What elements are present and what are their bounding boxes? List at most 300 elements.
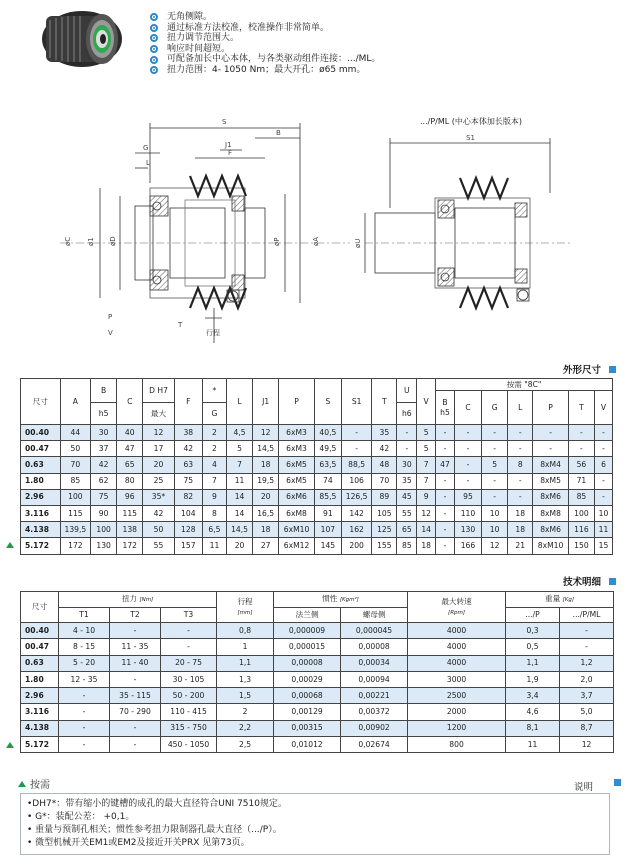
table-cell: 7 bbox=[226, 457, 252, 473]
table-cell: - bbox=[341, 441, 371, 457]
table-cell: - bbox=[482, 473, 508, 489]
table-cell: 0,8 bbox=[217, 623, 274, 639]
table-cell: 20 bbox=[253, 489, 279, 505]
on-request-legend bbox=[18, 776, 50, 791]
table-cell: - bbox=[482, 489, 508, 505]
svg-text:L: L bbox=[146, 159, 150, 167]
table-cell: 5 - 20 bbox=[59, 655, 110, 671]
col-nut: 螺母侧 bbox=[341, 608, 408, 623]
feature-item: 扭力调节范围大。 bbox=[150, 33, 620, 44]
svg-text:行程: 行程 bbox=[206, 329, 220, 337]
table-cell: 0,00094 bbox=[341, 671, 408, 687]
table-cell: 14 bbox=[417, 522, 436, 538]
table-cell: 6xM3 bbox=[279, 441, 315, 457]
col-c: C bbox=[117, 379, 143, 425]
table-cell: 2 bbox=[202, 425, 226, 441]
table-cell: 0,02674 bbox=[341, 737, 408, 753]
table-cell: 50 bbox=[60, 441, 90, 457]
table-cell: 47 bbox=[436, 457, 455, 473]
table-row bbox=[21, 639, 614, 655]
dimensions-title: 外形尺寸 bbox=[562, 365, 601, 376]
size-cell: 3.116 bbox=[21, 505, 61, 521]
table-cell: - bbox=[397, 441, 417, 457]
table-cell: 8,7 bbox=[560, 720, 614, 736]
col-weight-p: .../P bbox=[506, 608, 560, 623]
table-cell: - bbox=[436, 473, 455, 489]
table-cell: 130 bbox=[454, 522, 481, 538]
feature-item: 可配备加长中心本体，与各类驱动组件连接：.../ML。 bbox=[150, 54, 620, 65]
size-cell: 00.47 bbox=[21, 639, 59, 655]
svg-text:øU: øU bbox=[354, 238, 362, 248]
table-cell: 115 bbox=[117, 505, 143, 521]
square-marker-icon bbox=[609, 578, 616, 585]
table-cell: 116 bbox=[568, 522, 594, 538]
table-cell: 0,00129 bbox=[274, 704, 341, 720]
table-cell: 19,5 bbox=[253, 473, 279, 489]
table-cell: 85 bbox=[60, 473, 90, 489]
table-cell: 50 - 200 bbox=[161, 688, 217, 704]
table-cell: 18 bbox=[253, 457, 279, 473]
table-cell: 30 bbox=[397, 457, 417, 473]
table-cell: 16,5 bbox=[253, 505, 279, 521]
table-cell: 17 bbox=[143, 441, 174, 457]
table-cell: 2,0 bbox=[560, 671, 614, 687]
table-cell: 11 bbox=[506, 737, 560, 753]
table-cell: 65 bbox=[117, 457, 143, 473]
col-g-star: * bbox=[202, 379, 226, 403]
table-cell: 42 bbox=[372, 441, 397, 457]
table-cell: - bbox=[161, 623, 217, 639]
notes-box bbox=[20, 793, 610, 855]
on-request-label: 按需 bbox=[30, 780, 50, 791]
square-marker-icon bbox=[614, 779, 621, 786]
table-row bbox=[21, 655, 614, 671]
table-cell: - bbox=[436, 489, 455, 505]
table-cell: 12 bbox=[482, 538, 508, 554]
table-cell: 126,5 bbox=[341, 489, 371, 505]
product-photo bbox=[38, 6, 130, 72]
table-cell: 8xM6 bbox=[533, 522, 569, 538]
table-cell: 1200 bbox=[408, 720, 506, 736]
table-cell: 20 - 75 bbox=[161, 655, 217, 671]
table-cell: 5 bbox=[226, 441, 252, 457]
technical-table bbox=[20, 591, 614, 753]
col-opt-b: B h5 bbox=[436, 391, 455, 425]
table-cell: 70 bbox=[372, 473, 397, 489]
table-cell: 8xM10 bbox=[533, 538, 569, 554]
col-s: S bbox=[314, 379, 341, 425]
table-cell: 75 bbox=[174, 473, 202, 489]
table-cell: 88,5 bbox=[341, 457, 371, 473]
note-item: • G*：装配公差： +0,1。 bbox=[27, 812, 135, 822]
table-cell: 4,5 bbox=[226, 425, 252, 441]
table-cell: 0,00068 bbox=[274, 688, 341, 704]
col-a: A bbox=[60, 379, 90, 425]
col-size: 尺寸 bbox=[21, 592, 59, 623]
table-cell: 55 bbox=[143, 538, 174, 554]
col-size: 尺寸 bbox=[21, 379, 61, 425]
table-cell: 172 bbox=[60, 538, 90, 554]
table-cell: 138 bbox=[117, 522, 143, 538]
table-cell: 200 bbox=[341, 538, 371, 554]
size-cell: 2.96 bbox=[21, 688, 59, 704]
table-cell: 150 bbox=[568, 538, 594, 554]
col-b-tol: h5 bbox=[91, 403, 117, 425]
drawing-variant-label: .../P/ML (中心本体加长版本) bbox=[420, 117, 522, 126]
table-cell: 2500 bbox=[408, 688, 506, 704]
table-cell: 6xM3 bbox=[279, 425, 315, 441]
table-cell: 8xM8 bbox=[533, 505, 569, 521]
col-j1: J1 bbox=[253, 379, 279, 425]
table-cell: 0,00221 bbox=[341, 688, 408, 704]
size-cell: 5.172 bbox=[21, 737, 59, 753]
table-cell: 8xM5 bbox=[533, 473, 569, 489]
table-row bbox=[21, 671, 614, 687]
svg-text:S: S bbox=[222, 118, 227, 126]
table-cell: 0,00902 bbox=[341, 720, 408, 736]
table-cell: 35* bbox=[143, 489, 174, 505]
table-cell: 5 bbox=[482, 457, 508, 473]
table-cell: 145 bbox=[314, 538, 341, 554]
table-cell: 100 bbox=[568, 505, 594, 521]
table-cell: 11 bbox=[202, 538, 226, 554]
technical-title: 技术明细 bbox=[562, 577, 601, 588]
table-cell: 8 bbox=[202, 505, 226, 521]
table-cell: 8,1 bbox=[506, 720, 560, 736]
table-cell: 139,5 bbox=[60, 522, 90, 538]
table-cell: 89 bbox=[372, 489, 397, 505]
col-stroke: 行程 [mm] bbox=[217, 592, 274, 623]
table-cell: 14 bbox=[226, 505, 252, 521]
table-row bbox=[21, 720, 614, 736]
table-cell: 142 bbox=[341, 505, 371, 521]
table-cell: 0,000045 bbox=[341, 623, 408, 639]
table-cell: 125 bbox=[372, 522, 397, 538]
size-cell: 3.116 bbox=[21, 704, 59, 720]
table-cell: 104 bbox=[174, 505, 202, 521]
table-cell: 5 bbox=[417, 441, 436, 457]
table-cell: 8xM6 bbox=[533, 489, 569, 505]
table-cell: - bbox=[59, 688, 110, 704]
col-g: G bbox=[202, 403, 226, 425]
table-cell: 42 bbox=[174, 441, 202, 457]
svg-text:V: V bbox=[108, 329, 113, 337]
table-cell: 115 bbox=[60, 505, 90, 521]
table-cell: 18 bbox=[417, 538, 436, 554]
table-cell: 4000 bbox=[408, 639, 506, 655]
table-cell: 4 bbox=[202, 457, 226, 473]
size-cell: 5.172 bbox=[21, 538, 61, 554]
svg-text:øC: øC bbox=[64, 236, 72, 246]
table-cell: 48 bbox=[372, 457, 397, 473]
table-cell: 1,2 bbox=[560, 655, 614, 671]
table-cell: - bbox=[161, 639, 217, 655]
technical-table-body bbox=[21, 623, 614, 753]
table-cell: 45 bbox=[397, 489, 417, 505]
table-row bbox=[21, 473, 613, 489]
table-row bbox=[21, 623, 614, 639]
table-cell: 35 bbox=[397, 473, 417, 489]
technical-section-header bbox=[563, 574, 616, 588]
table-cell: 42 bbox=[143, 505, 174, 521]
table-cell: 11 bbox=[594, 522, 612, 538]
table-cell: - bbox=[508, 473, 533, 489]
table-cell: 2 bbox=[202, 441, 226, 457]
table-cell: 96 bbox=[117, 489, 143, 505]
table-cell: 70 - 290 bbox=[110, 704, 161, 720]
feature-item: 无角侧隙。 bbox=[150, 12, 620, 23]
table-cell: 5 bbox=[417, 425, 436, 441]
table-cell: 40,5 bbox=[314, 425, 341, 441]
table-cell: 12 bbox=[560, 737, 614, 753]
bullet-icon bbox=[150, 66, 158, 74]
table-cell: 4 - 10 bbox=[59, 623, 110, 639]
col-flange: 法兰侧 bbox=[274, 608, 341, 623]
col-opt-c: C bbox=[454, 391, 481, 425]
bullet-icon bbox=[150, 24, 158, 32]
table-cell: 1,5 bbox=[217, 688, 274, 704]
table-cell: - bbox=[110, 737, 161, 753]
table-row bbox=[21, 538, 613, 554]
table-cell: - bbox=[533, 441, 569, 457]
table-cell: 42 bbox=[91, 457, 117, 473]
table-cell: 0,01012 bbox=[274, 737, 341, 753]
table-cell: 0,000009 bbox=[274, 623, 341, 639]
feature-item: 响应时间超短。 bbox=[150, 44, 620, 55]
col-t1: T1 bbox=[59, 608, 110, 623]
table-cell: 100 bbox=[91, 522, 117, 538]
svg-text:T: T bbox=[178, 321, 183, 329]
table-cell: - bbox=[482, 441, 508, 457]
size-cell: 00.40 bbox=[21, 623, 59, 639]
table-cell: - bbox=[110, 623, 161, 639]
bullet-icon bbox=[150, 45, 158, 53]
table-cell: - bbox=[436, 538, 455, 554]
table-cell: 62 bbox=[91, 473, 117, 489]
col-d: D H7 bbox=[143, 379, 174, 403]
square-marker-icon bbox=[609, 366, 616, 373]
table-cell: 30 bbox=[91, 425, 117, 441]
table-cell: 11 - 35 bbox=[110, 639, 161, 655]
table-cell: 0,00029 bbox=[274, 671, 341, 687]
table-cell: - bbox=[594, 489, 612, 505]
col-opt-v: V bbox=[594, 391, 612, 425]
table-cell: 0,00372 bbox=[341, 704, 408, 720]
table-cell: - bbox=[454, 425, 481, 441]
table-cell: 14,5 bbox=[253, 441, 279, 457]
on-request-marker-icon bbox=[6, 742, 14, 748]
table-cell: 10 bbox=[482, 522, 508, 538]
col-opt-p: P bbox=[533, 391, 569, 425]
col-u-tol: h6 bbox=[397, 403, 417, 425]
table-cell: 85 bbox=[568, 489, 594, 505]
table-cell: 6xM6 bbox=[279, 489, 315, 505]
col-s1: S1 bbox=[341, 379, 371, 425]
table-cell: 12 bbox=[253, 425, 279, 441]
svg-text:B: B bbox=[276, 129, 281, 137]
svg-text:ø1: ø1 bbox=[87, 237, 95, 246]
table-cell: 155 bbox=[372, 538, 397, 554]
table-cell: 63 bbox=[174, 457, 202, 473]
table-cell: 6xM8 bbox=[279, 505, 315, 521]
dimensions-table bbox=[20, 378, 613, 555]
table-cell: 12 bbox=[417, 505, 436, 521]
table-cell: 4,6 bbox=[506, 704, 560, 720]
table-cell: 80 bbox=[117, 473, 143, 489]
col-weight: 重量 [Kg] bbox=[506, 592, 614, 608]
table-cell: 9 bbox=[417, 489, 436, 505]
on-request-marker-icon bbox=[18, 781, 26, 787]
table-cell: 450 - 1050 bbox=[161, 737, 217, 753]
feature-item: 扭力范围：4- 1050 Nm；最大开孔：ø65 mm。 bbox=[150, 65, 620, 76]
table-cell: - bbox=[482, 425, 508, 441]
table-cell: 18 bbox=[253, 522, 279, 538]
table-cell: 162 bbox=[341, 522, 371, 538]
col-b: B bbox=[91, 379, 117, 403]
table-cell: 15 bbox=[594, 538, 612, 554]
table-cell: 30 - 105 bbox=[161, 671, 217, 687]
table-cell: 172 bbox=[117, 538, 143, 554]
table-row bbox=[21, 704, 614, 720]
table-cell: 18 bbox=[508, 505, 533, 521]
table-cell: 2,5 bbox=[217, 737, 274, 753]
table-cell: 11 bbox=[226, 473, 252, 489]
col-l: L bbox=[226, 379, 252, 425]
svg-text:P: P bbox=[108, 313, 113, 321]
table-cell: 8 bbox=[508, 457, 533, 473]
dimensions-section-header bbox=[563, 362, 616, 376]
table-cell: 27 bbox=[253, 538, 279, 554]
on-request-marker-icon bbox=[6, 542, 14, 548]
size-cell: 4.138 bbox=[21, 522, 61, 538]
col-opt-g: G bbox=[482, 391, 508, 425]
table-cell: 4000 bbox=[408, 623, 506, 639]
table-row bbox=[21, 425, 613, 441]
table-cell: 20 bbox=[143, 457, 174, 473]
table-cell: 56 bbox=[568, 457, 594, 473]
table-cell: 7 bbox=[417, 457, 436, 473]
size-cell: 1.80 bbox=[21, 473, 61, 489]
table-cell: 6xM12 bbox=[279, 538, 315, 554]
table-cell: 65 bbox=[397, 522, 417, 538]
table-cell: 4000 bbox=[408, 655, 506, 671]
col-speed: 最大转速 [Rpm] bbox=[408, 592, 506, 623]
col-opt-l: L bbox=[508, 391, 533, 425]
table-cell: 14 bbox=[226, 489, 252, 505]
table-cell: 35 - 115 bbox=[110, 688, 161, 704]
table-row bbox=[21, 688, 614, 704]
table-cell: 0,00034 bbox=[341, 655, 408, 671]
table-cell: - bbox=[110, 720, 161, 736]
table-cell: 85,5 bbox=[314, 489, 341, 505]
table-cell: 71 bbox=[568, 473, 594, 489]
table-cell: 157 bbox=[174, 538, 202, 554]
table-cell: 106 bbox=[341, 473, 371, 489]
table-cell: 21 bbox=[508, 538, 533, 554]
table-cell: 1,3 bbox=[217, 671, 274, 687]
table-cell: - bbox=[533, 425, 569, 441]
size-cell: 0.63 bbox=[21, 457, 61, 473]
table-cell: 1 bbox=[217, 639, 274, 655]
table-cell: 6xM5 bbox=[279, 457, 315, 473]
table-cell: 12 bbox=[143, 425, 174, 441]
svg-text:J1: J1 bbox=[225, 141, 232, 149]
table-row bbox=[21, 522, 613, 538]
table-cell: 20 bbox=[226, 538, 252, 554]
col-t: T bbox=[372, 379, 397, 425]
table-cell: 74 bbox=[314, 473, 341, 489]
table-cell: 9 bbox=[202, 489, 226, 505]
table-cell: 315 - 750 bbox=[161, 720, 217, 736]
table-cell: - bbox=[560, 623, 614, 639]
svg-text:G: G bbox=[143, 144, 149, 152]
table-cell: 0,000015 bbox=[274, 639, 341, 655]
table-cell: 1,1 bbox=[506, 655, 560, 671]
table-cell: 50 bbox=[143, 522, 174, 538]
table-cell: 75 bbox=[91, 489, 117, 505]
svg-text:øA: øA bbox=[312, 236, 320, 246]
table-cell: 44 bbox=[60, 425, 90, 441]
table-cell: - bbox=[397, 425, 417, 441]
table-cell: 85 bbox=[397, 538, 417, 554]
table-cell: 800 bbox=[408, 737, 506, 753]
table-cell: 128 bbox=[174, 522, 202, 538]
table-cell: - bbox=[436, 522, 455, 538]
table-cell: 0,00008 bbox=[274, 655, 341, 671]
table-cell: - bbox=[436, 425, 455, 441]
table-cell: 6,5 bbox=[202, 522, 226, 538]
table-row bbox=[21, 489, 613, 505]
feature-item: 通过标准方法校准，校准操作非常简单。 bbox=[150, 23, 620, 34]
table-cell: - bbox=[436, 505, 455, 521]
table-cell: 8 - 15 bbox=[59, 639, 110, 655]
table-cell: 130 bbox=[91, 538, 117, 554]
table-cell: 7 bbox=[417, 473, 436, 489]
table-cell: - bbox=[568, 425, 594, 441]
table-cell: 18 bbox=[508, 522, 533, 538]
table-cell: - bbox=[508, 489, 533, 505]
table-cell: 38 bbox=[174, 425, 202, 441]
table-cell: 3000 bbox=[408, 671, 506, 687]
size-cell: 4.138 bbox=[21, 720, 59, 736]
table-cell: - bbox=[594, 441, 612, 457]
table-cell: - bbox=[110, 671, 161, 687]
table-cell: 5,0 bbox=[560, 704, 614, 720]
table-cell: 6xM10 bbox=[279, 522, 315, 538]
table-cell: - bbox=[59, 704, 110, 720]
table-cell: 82 bbox=[174, 489, 202, 505]
table-cell: - bbox=[508, 441, 533, 457]
table-cell: 110 - 415 bbox=[161, 704, 217, 720]
table-cell: 47 bbox=[117, 441, 143, 457]
svg-text:S1: S1 bbox=[466, 134, 475, 142]
table-row bbox=[21, 441, 613, 457]
col-p: P bbox=[279, 379, 315, 425]
size-cell: 00.47 bbox=[21, 441, 61, 457]
table-cell: - bbox=[594, 425, 612, 441]
table-row bbox=[21, 737, 614, 753]
bullet-icon bbox=[150, 34, 158, 42]
option-header: 按需 "8C" bbox=[436, 379, 613, 391]
col-torque: 扭力 [Nm] bbox=[59, 592, 217, 608]
table-cell: - bbox=[560, 639, 614, 655]
col-opt-t: T bbox=[568, 391, 594, 425]
table-cell: 0,00315 bbox=[274, 720, 341, 736]
table-cell: 11 - 40 bbox=[110, 655, 161, 671]
table-cell: - bbox=[454, 473, 481, 489]
table-cell: 166 bbox=[454, 538, 481, 554]
table-cell: 1,1 bbox=[217, 655, 274, 671]
